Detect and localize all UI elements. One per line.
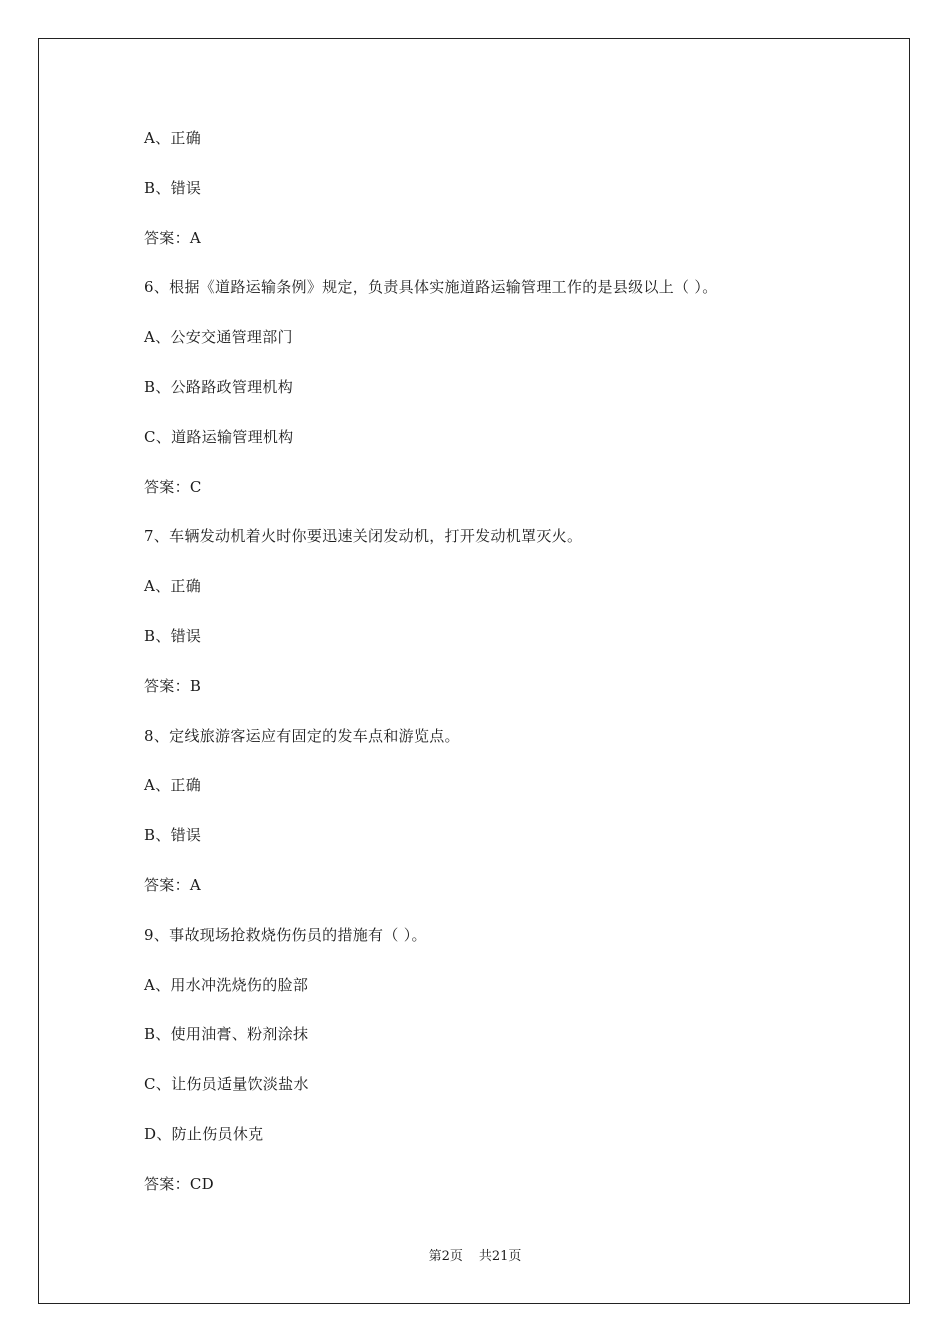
option-line: C、让伤员适量饮淡盐水 [144,1075,309,1094]
option-line: A、正确 [144,577,202,596]
answer-line: 答案：CD [144,1174,215,1193]
answer-line: 答案：A [144,875,202,894]
option-line: B、错误 [144,626,202,645]
option-line: A、正确 [144,776,202,795]
option-line: B、公路路政管理机构 [144,377,294,396]
page-number: 第2页 [428,1249,463,1264]
answer-line: 答案：A [144,228,202,247]
option-line: B、使用油膏、粉剂涂抹 [144,1025,309,1044]
option-line: A、公安交通管理部门 [144,328,293,347]
option-line: B、错误 [144,826,202,845]
option-line: A、正确 [144,129,202,147]
question-6: 6、根据《道路运输条例》规定，负责具体实施道路运输管理工作的是县级以上（ ）。 [144,278,718,297]
page-total: 共21页 [478,1249,522,1264]
option-line: C、道路运输管理机构 [144,427,294,446]
question-7: 7、车辆发动机着火时你要迅速关闭发动机，打开发动机罩灭火。 [144,527,583,546]
option-line: B、错误 [144,178,202,197]
page-footer [0,1248,950,1266]
question-9: 9、事故现场抢救烧伤伤员的措施有（ ）。 [144,925,427,944]
question-8: 8、定线旅游客运应有固定的发车点和游览点。 [144,726,460,745]
answer-line: 答案：B [144,676,202,695]
option-line: A、用水冲洗烧伤的脸部 [144,975,309,994]
option-line: D、防止伤员休克 [144,1124,264,1143]
document-body [144,126,844,1222]
answer-line: 答案：C [144,477,202,496]
